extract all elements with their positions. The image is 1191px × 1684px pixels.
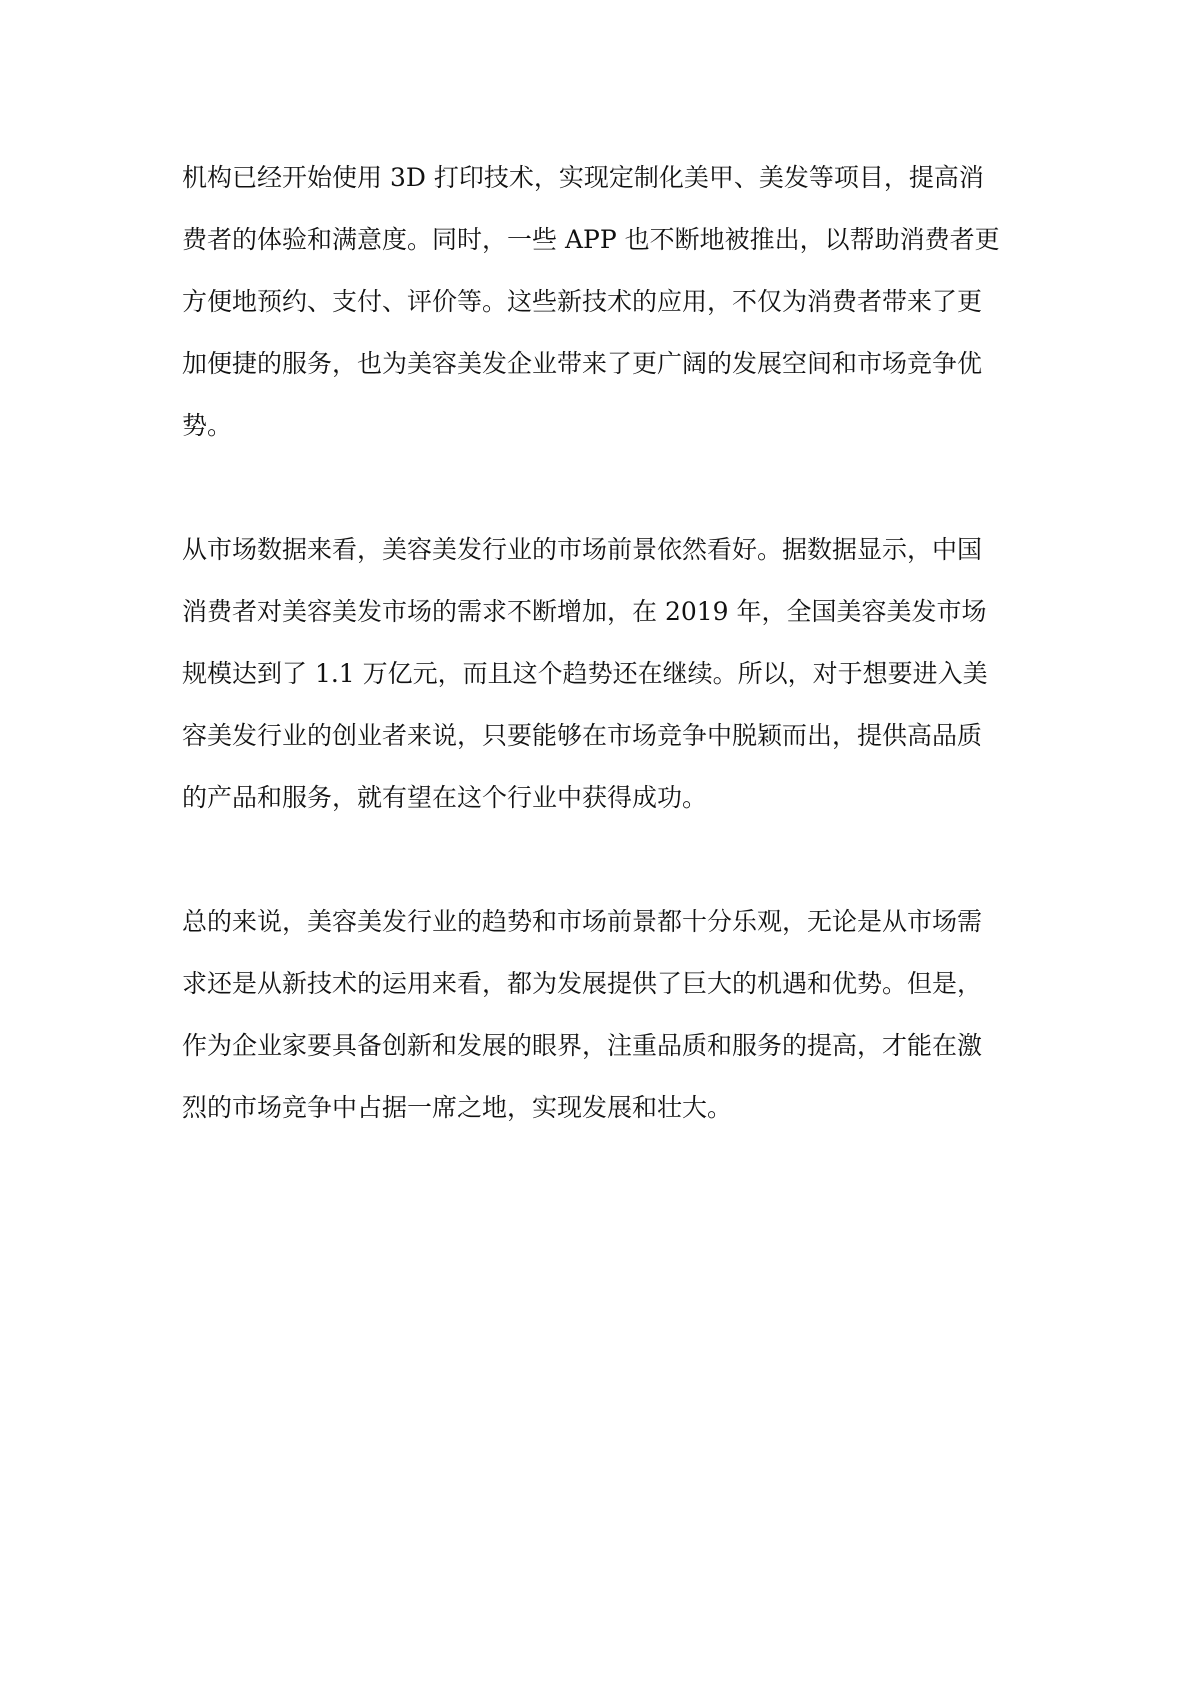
text-line: 的产品和服务，就有望在这个行业中获得成功。 bbox=[182, 783, 708, 812]
text-line: 消费者对美容美发市场的需求不断增加，在 2019 年，全国美容美发市场 bbox=[182, 597, 987, 626]
text-line: 机构已经开始使用 3D 打印技术，实现定制化美甲、美发等项目，提高消 bbox=[182, 163, 984, 192]
text-line: 烈的市场竞争中占据一席之地，实现发展和壮大。 bbox=[182, 1093, 733, 1122]
text-line: 总的来说，美容美发行业的趋势和市场前景都十分乐观，无论是从市场需 bbox=[182, 907, 983, 936]
text-line: 势。 bbox=[182, 411, 233, 440]
paragraph-market-data bbox=[182, 519, 1022, 829]
text-line: 加便捷的服务，也为美容美发企业带来了更广阔的发展空间和市场竞争优 bbox=[182, 349, 983, 378]
paragraph-technology bbox=[182, 147, 1022, 457]
text-line: 从市场数据来看，美容美发行业的市场前景依然看好。据数据显示，中国 bbox=[182, 535, 983, 564]
text-line: 求还是从新技术的运用来看，都为发展提供了巨大的机遇和优势。但是， bbox=[182, 969, 983, 998]
text-line: 容美发行业的创业者来说，只要能够在市场竞争中脱颖而出，提供高品质 bbox=[182, 721, 983, 750]
text-line: 方便地预约、支付、评价等。这些新技术的应用，不仅为消费者带来了更 bbox=[182, 287, 983, 316]
paragraph-conclusion bbox=[182, 891, 1022, 1139]
text-line: 作为企业家要具备创新和发展的眼界，注重品质和服务的提高，才能在激 bbox=[182, 1031, 983, 1060]
document-body bbox=[182, 147, 1022, 1201]
text-line: 费者的体验和满意度。同时，一些 APP 也不断地被推出，以帮助消费者更 bbox=[182, 225, 1000, 254]
text-line: 规模达到了 1.1 万亿元，而且这个趋势还在继续。所以，对于想要进入美 bbox=[182, 659, 988, 688]
